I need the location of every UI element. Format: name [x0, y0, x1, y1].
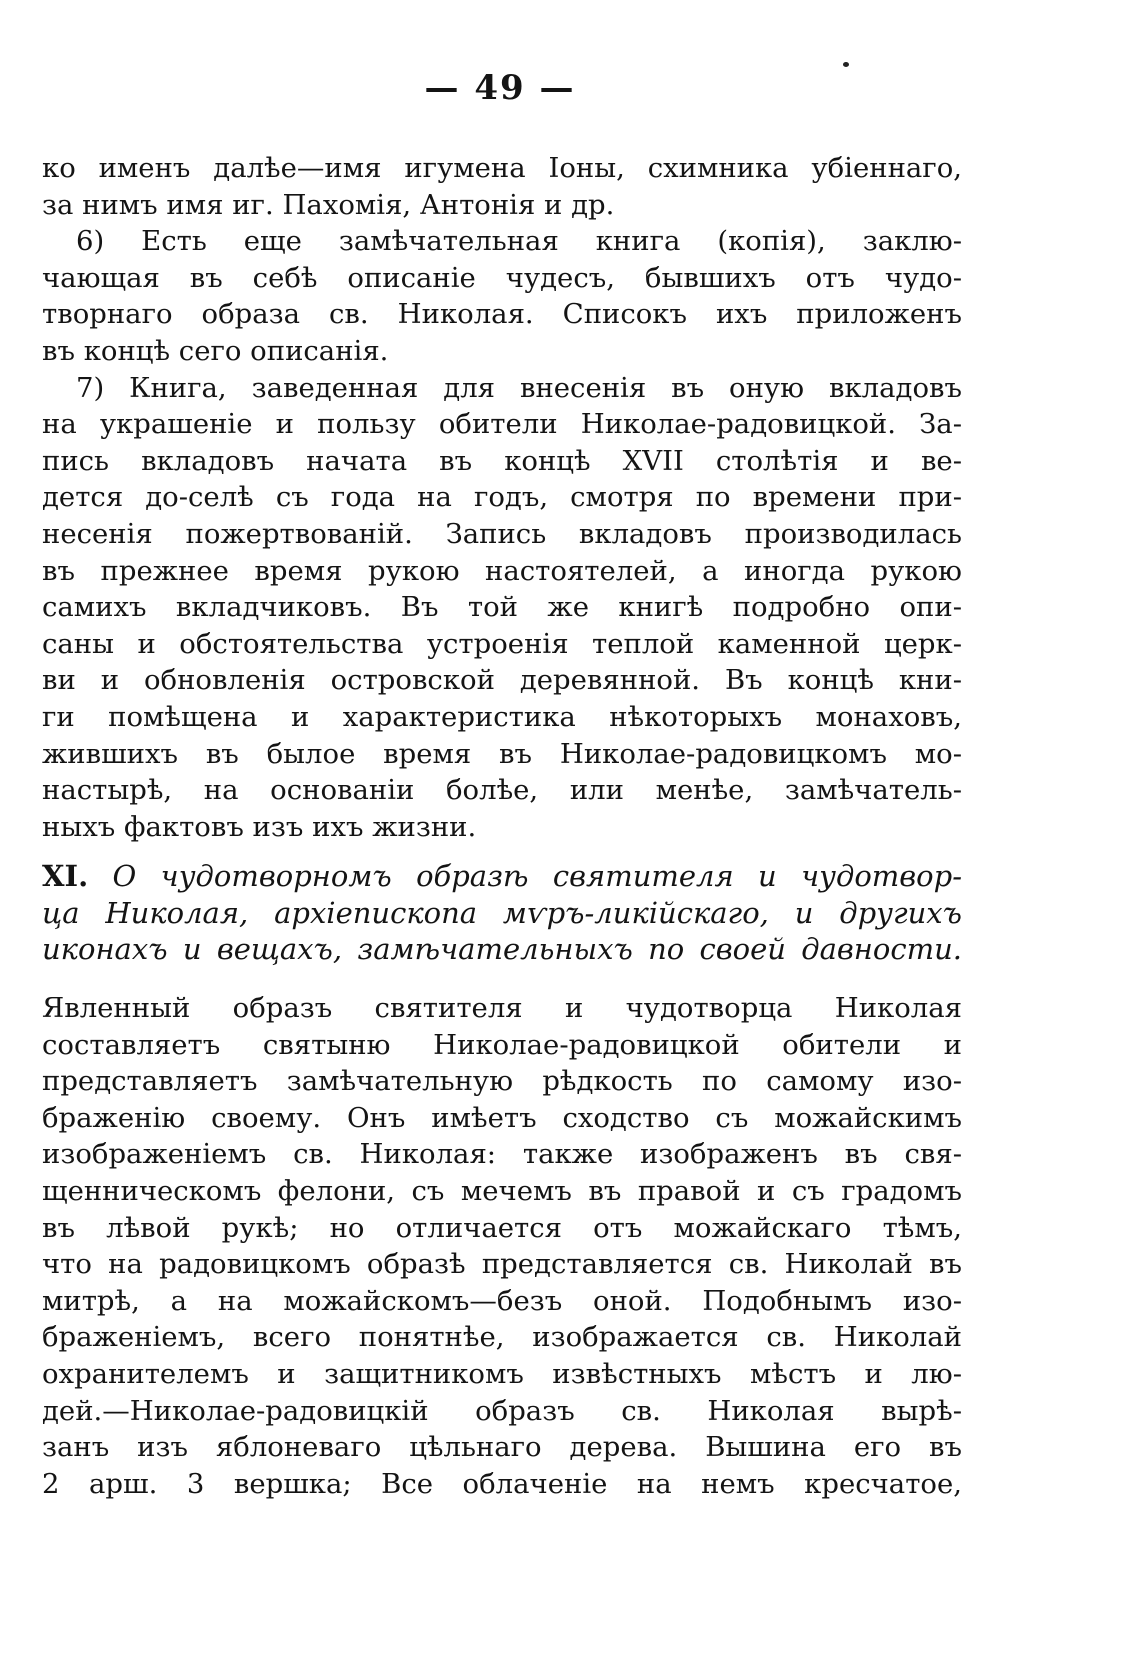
- text-line: что на радовицкомъ образѣ представляется св. Николай въ: [42, 1248, 962, 1281]
- text-line: творнаго образа св. Николая. Списокъ ихъ приложенъ: [42, 298, 962, 331]
- heading-line: ца Николая, архіепископа мѵръ-ликійскаго, и другихъ: [42, 895, 962, 930]
- body-text: [42, 990, 962, 1502]
- text-line: пись вкладовъ начата въ концѣ XVII столѣтія и ве-: [42, 444, 962, 477]
- text-line: представляетъ замѣчательную рѣдкость по самому изо-: [42, 1065, 962, 1098]
- heading-line: иконахъ и вещахъ, замѣчательныхъ по своей давности.: [42, 932, 962, 967]
- text-line: дется до-селѣ съ года на годъ, смотря по времени при-: [42, 481, 962, 514]
- text-line: браженіемъ, всего понятнѣе, изображается св. Николай: [42, 1321, 962, 1354]
- text-line: ви и обновленія островской деревянной. Въ концѣ кни-: [42, 664, 962, 697]
- text-line: ко именъ далѣе—имя игумена Іоны, схимника убіеннаго,: [42, 152, 962, 184]
- text-line: ныхъ фактовъ изъ ихъ жизни.: [42, 810, 477, 843]
- text-line: Явленный образъ святителя и чудотворца Николая: [42, 992, 962, 1024]
- section-numeral: XI.: [42, 859, 89, 893]
- text-line: ги помѣщена и характеристика нѣкоторыхъ монаховъ,: [42, 700, 962, 733]
- text-line: 6) Есть еще замѣчательная книга (копія), заклю-: [76, 225, 962, 258]
- text-line: 7) Книга, заведенная для внесенія въ оную вкладовъ: [76, 371, 962, 404]
- text-line: составляетъ святыню Николае-радовицкой обители и: [42, 1028, 962, 1061]
- text-line: занъ изъ яблоневаго цѣльнаго дерева. Вышина его въ: [42, 1431, 962, 1464]
- heading-text: О чудотворномъ образѣ святителя и чудотвор-: [112, 859, 962, 893]
- text-line: чающая въ себѣ описаніе чудесъ, бывшихъ отъ чудо-: [42, 261, 962, 294]
- text-line: изображеніемъ св. Николая: также изображенъ въ свя-: [42, 1138, 962, 1171]
- text-line: щенническомъ фелони, съ мечемъ въ правой и съ градомъ: [42, 1174, 962, 1207]
- text-line: саны и обстоятельства устроенія теплой каменной церк-: [42, 627, 962, 660]
- heading-line: [42, 858, 962, 895]
- text-line: въ лѣвой рукѣ; но отличается отъ можайскаго тѣмъ,: [42, 1211, 962, 1244]
- text-line: митрѣ, а на можайскомъ—безъ оной. Подобнымъ изо-: [42, 1284, 962, 1317]
- text-line: за нимъ имя иг. Пахомія, Антонія и др.: [42, 188, 615, 221]
- text-line: въ концѣ сего описанія.: [42, 334, 389, 367]
- entries-text: [42, 150, 962, 845]
- text-line: дей.—Николае-радовицкій образъ св. Николая вырѣ-: [42, 1394, 962, 1427]
- text-line: браженію своему. Онъ имѣетъ сходство съ можайскимъ: [42, 1101, 962, 1134]
- text-line: 2 арш. 3 вершка; Все облаченіе на немъ кресчатое,: [42, 1467, 962, 1500]
- page-number: — 49 —: [424, 68, 576, 108]
- print-speck: [843, 62, 849, 67]
- section-heading: [42, 858, 962, 968]
- text-line: самихъ вкладчиковъ. Въ той же книгѣ подробно опи-: [42, 591, 962, 624]
- text-line: охранителемъ и защитникомъ извѣстныхъ мѣстъ и лю-: [42, 1357, 962, 1390]
- text-line: настырѣ, на основаніи болѣе, или менѣе, замѣчатель-: [42, 774, 962, 807]
- text-line: жившихъ въ былое время въ Николае-радовицкомъ мо-: [42, 737, 962, 770]
- text-line: несенія пожертвованій. Запись вкладовъ производилась: [42, 517, 962, 550]
- text-line: на украшеніе и пользу обители Николае-радовицкой. За-: [42, 408, 962, 441]
- text-line: въ прежнее время рукою настоятелей, а иногда рукою: [42, 554, 962, 587]
